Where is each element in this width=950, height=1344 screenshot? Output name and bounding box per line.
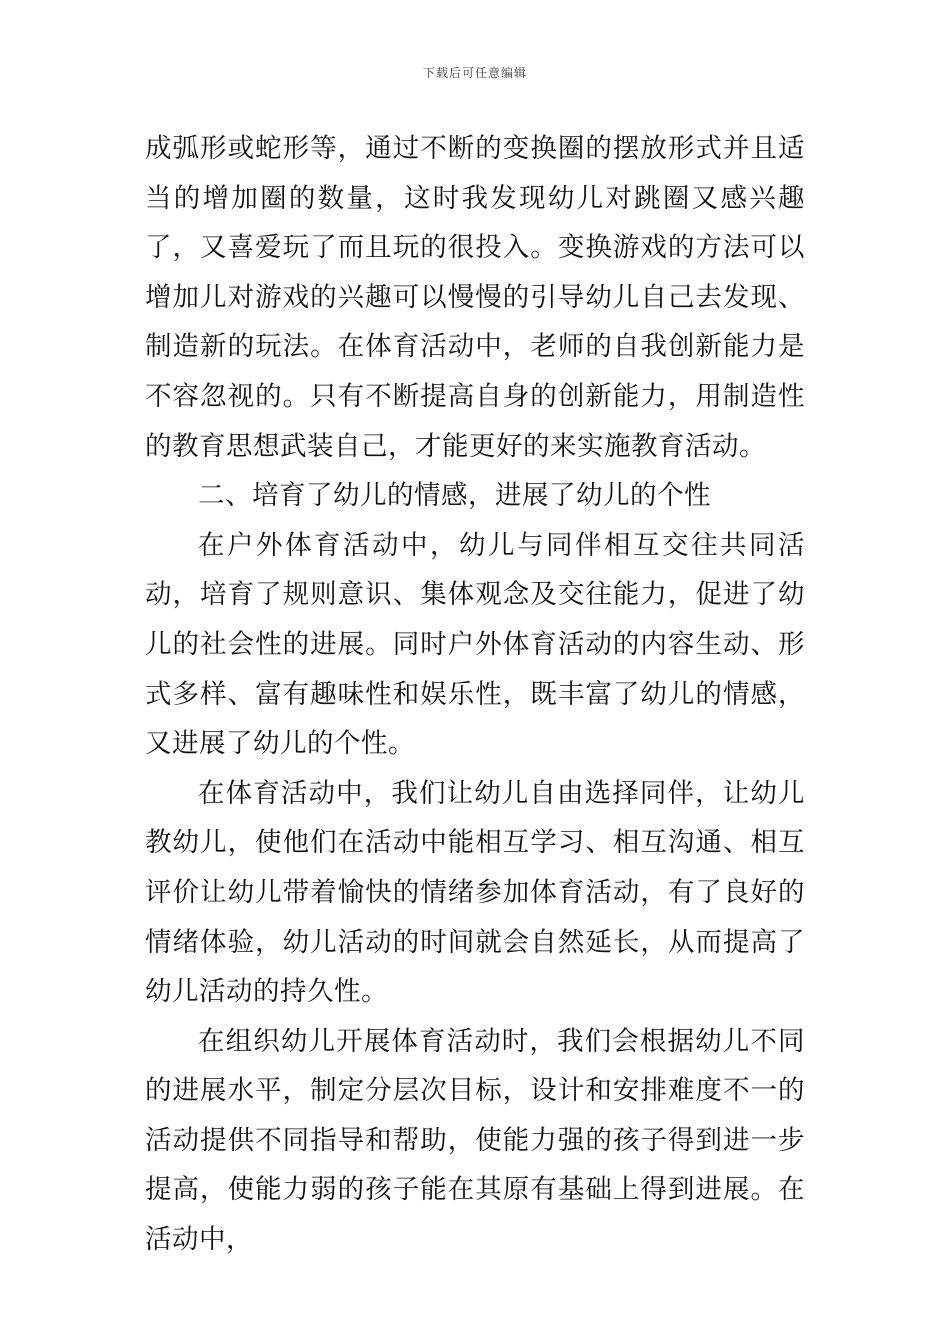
section-heading: 二、培育了幼儿的情感，进展了幼儿的个性 — [198, 480, 711, 512]
paragraph: 在户外体育活动中，幼儿与同伴相互交往共同活动，培育了规则意识、集体观念及交往能力，促进了幼儿的社会性的进展。同时户外体育活动的内容生动、形式多样、富有趣味性和娱乐性，既丰富了幼儿的情感，又进展了幼儿的个性。 — [145, 529, 805, 760]
document-body — [145, 124, 805, 1265]
paragraph-continuation: 成弧形或蛇形等，通过不断的变换圈的摆放形式并且适当的增加圈的数量，这时我发现幼儿对跳圈又感兴趣了，又喜爱玩了而且玩的很投入。变换游戏的方法可以增加儿对游戏的兴趣可以慢慢的引导幼儿自己去发现、制造新的玩法。在体育活动中，老师的自我创新能力是不容忽视的。只有不断提高自身的创新能力，用制造性的教育思想武装自己，才能更好的来实施教育活动。 — [145, 133, 805, 462]
paragraph: 在组织幼儿开展体育活动时，我们会根据幼儿不同的进展水平，制定分层次目标，设计和安排难度不一的活动提供不同指导和帮助，使能力强的孩子得到进一步提高，使能力弱的孩子能在其原有基础上得到进展。在活动中， — [145, 1025, 805, 1256]
page-header: 下载后可任意编辑 — [422, 66, 527, 80]
paragraph: 在体育活动中，我们让幼儿自由选择同伴，让幼儿教幼儿，使他们在活动中能相互学习、相互沟通、相互评价让幼儿带着愉快的情绪参加体育活动，有了良好的情绪体验，幼儿活动的时间就会自然延长，从而提高了幼儿活动的持久性。 — [145, 777, 805, 1008]
